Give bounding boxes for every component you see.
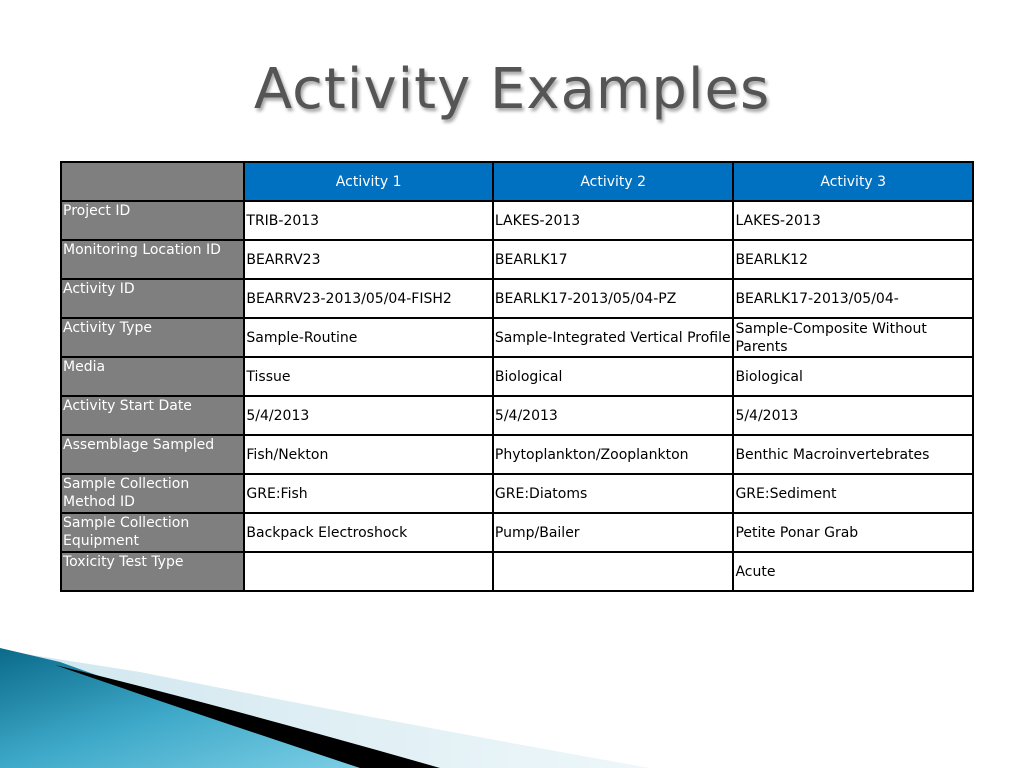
row-label: Monitoring Location ID bbox=[61, 240, 244, 279]
table-row bbox=[61, 357, 973, 396]
table-row bbox=[61, 474, 973, 513]
slide-decoration bbox=[0, 610, 1024, 768]
table-row bbox=[61, 318, 973, 357]
table-cell: GRE:Diatoms bbox=[493, 474, 734, 513]
row-label: Activity Start Date bbox=[61, 396, 244, 435]
table-cell: GRE:Sediment bbox=[733, 474, 973, 513]
column-header-activity-1: Activity 1 bbox=[244, 162, 493, 201]
table-cell bbox=[493, 552, 734, 591]
table-cell: Fish/Nekton bbox=[244, 435, 493, 474]
table-cell: BEARRV23 bbox=[244, 240, 493, 279]
table-cell: 5/4/2013 bbox=[244, 396, 493, 435]
row-label: Sample Collection Equipment bbox=[61, 513, 244, 552]
table-row bbox=[61, 240, 973, 279]
table-cell: BEARLK12 bbox=[733, 240, 973, 279]
slide-title: Activity Examples bbox=[253, 57, 771, 122]
table-row bbox=[61, 201, 973, 240]
table-cell: Tissue bbox=[244, 357, 493, 396]
table-cell: Pump/Bailer bbox=[493, 513, 734, 552]
table-cell: BEARLK17 bbox=[493, 240, 734, 279]
row-label: Media bbox=[61, 357, 244, 396]
row-label: Toxicity Test Type bbox=[61, 552, 244, 591]
table-cell: Sample-Routine bbox=[244, 318, 493, 357]
table-cell: LAKES-2013 bbox=[733, 201, 973, 240]
table-row bbox=[61, 396, 973, 435]
table-cell: BEARLK17-2013/05/04-PZ bbox=[493, 279, 734, 318]
table-cell: Benthic Macroinvertebrates bbox=[733, 435, 973, 474]
table-cell: LAKES-2013 bbox=[493, 201, 734, 240]
row-label: Assemblage Sampled bbox=[61, 435, 244, 474]
activity-table bbox=[60, 161, 974, 592]
table-cell: Petite Ponar Grab bbox=[733, 513, 973, 552]
table-cell: Phytoplankton/Zooplankton bbox=[493, 435, 734, 474]
row-label: Activity Type bbox=[61, 318, 244, 357]
table-row bbox=[61, 279, 973, 318]
table-cell: BEARLK17-2013/05/04- bbox=[733, 279, 973, 318]
column-header-activity-2: Activity 2 bbox=[493, 162, 734, 201]
table-cell: GRE:Fish bbox=[244, 474, 493, 513]
row-label: Activity ID bbox=[61, 279, 244, 318]
column-header-activity-3: Activity 3 bbox=[733, 162, 973, 201]
table-cell: Acute bbox=[733, 552, 973, 591]
table-cell: TRIB-2013 bbox=[244, 201, 493, 240]
table-cell: Biological bbox=[733, 357, 973, 396]
table-cell: 5/4/2013 bbox=[733, 396, 973, 435]
table-cell bbox=[244, 552, 493, 591]
table-cell: Backpack Electroshock bbox=[244, 513, 493, 552]
table-row bbox=[61, 552, 973, 591]
table-cell: BEARRV23-2013/05/04-FISH2 bbox=[244, 279, 493, 318]
row-label: Sample Collection Method ID bbox=[61, 474, 244, 513]
table-cell: 5/4/2013 bbox=[493, 396, 734, 435]
header-row bbox=[61, 162, 973, 201]
table-cell: Sample-Composite Without Parents bbox=[733, 318, 973, 357]
table-row bbox=[61, 435, 973, 474]
table-cell: Biological bbox=[493, 357, 734, 396]
row-label: Project ID bbox=[61, 201, 244, 240]
table-row bbox=[61, 513, 973, 552]
corner-header bbox=[61, 162, 244, 201]
table-cell: Sample-Integrated Vertical Profile bbox=[493, 318, 734, 357]
